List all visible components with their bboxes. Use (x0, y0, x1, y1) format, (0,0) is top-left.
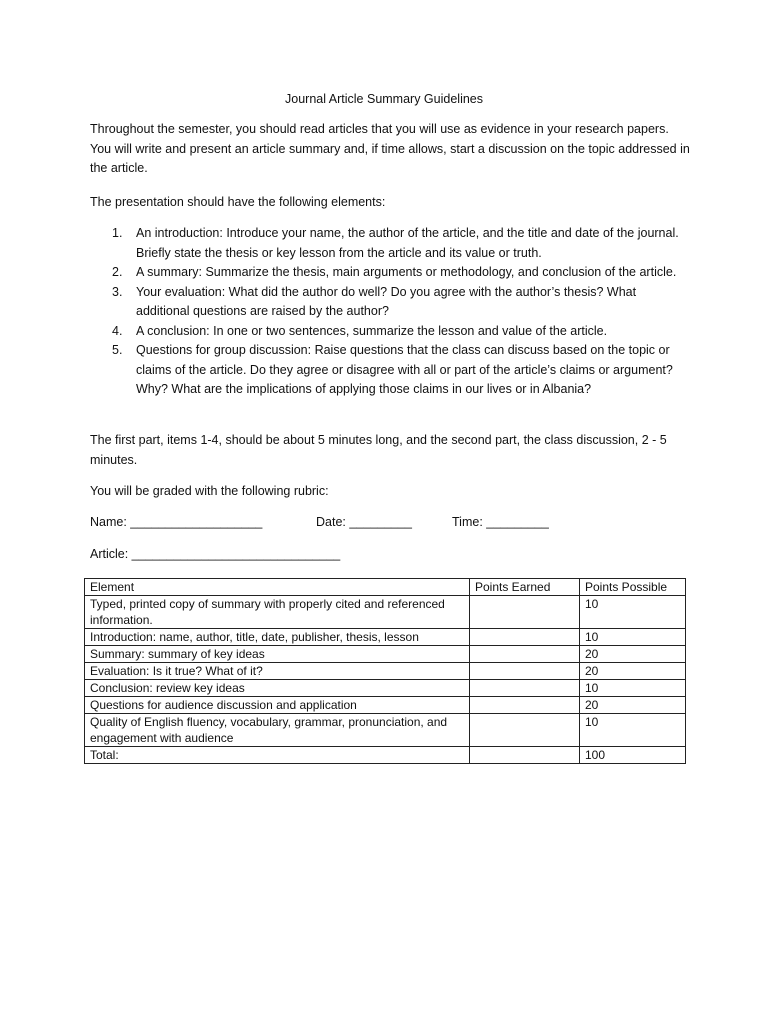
table-row (85, 663, 686, 680)
row-element: Typed, printed copy of summary with properly cited and referenced information. (85, 596, 470, 629)
row-element: Questions for audience discussion and application (85, 697, 470, 714)
table-row (85, 646, 686, 663)
column-header-possible: Points Possible (580, 579, 686, 596)
total-earned (470, 747, 580, 764)
list-item (90, 263, 690, 283)
table-row-total (85, 747, 686, 764)
row-element: Summary: summary of key ideas (85, 646, 470, 663)
row-possible: 10 (580, 596, 686, 629)
list-item-text: A conclusion: In one or two sentences, summarize the lesson and value of the article. (136, 323, 608, 338)
row-element: Evaluation: Is it true? What of it? (85, 663, 470, 680)
date-field: Date: _________ (316, 515, 412, 529)
timing-paragraph: The first part, items 1-4, should be about 5 minutes long, and the second part, the class discussion, 2 - 5 minutes. (90, 433, 667, 467)
table-header-row (85, 579, 686, 596)
list-item-text: Your evaluation: What did the author do well? Do you agree with the author’s thesis? What additional questions are raised by the author? (136, 284, 637, 318)
list-number: 2. (112, 265, 123, 279)
list-item-text: A summary: Summarize the thesis, main arguments or methodology, and conclusion of the article. (136, 265, 677, 279)
row-earned (470, 663, 580, 680)
row-element: Quality of English fluency, vocabulary, grammar, pronunciation, and engagement with audience (85, 714, 470, 747)
rubric-intro: You will be graded with the following rubric: (90, 484, 329, 498)
table-row (85, 596, 686, 629)
row-element: Introduction: name, author, title, date, publisher, thesis, lesson (85, 629, 470, 646)
row-possible: 10 (580, 680, 686, 697)
total-label: Total: (85, 747, 470, 764)
row-possible: 10 (580, 629, 686, 646)
list-number: 4. (112, 323, 123, 338)
list-item-text: An introduction: Introduce your name, the author of the article, and the title and date of the journal. Briefly state the thesis or key lesson from the article and its value or truth. (136, 226, 679, 260)
column-header-element: Element (85, 579, 470, 596)
list-item (90, 341, 690, 400)
list-number: 3. (112, 284, 123, 299)
column-header-earned: Points Earned (470, 579, 580, 596)
table-row (85, 714, 686, 747)
row-possible: 20 (580, 663, 686, 680)
row-possible: 20 (580, 646, 686, 663)
list-item-text: Questions for group discussion: Raise questions that the class can discuss based on the topic or claims of the article. Do they agree or disagree with all or part of the article’s claims or argument? Why? What are the implications of applying those claims in our lives or in Albania? (136, 343, 673, 396)
rubric-table (84, 578, 686, 764)
elements-list (90, 224, 690, 400)
row-earned (470, 697, 580, 714)
total-possible: 100 (580, 747, 686, 764)
row-possible: 20 (580, 697, 686, 714)
intro-paragraph: Throughout the semester, you should read articles that you will use as evidence in your research papers. You will write and present an article summary and, if time allows, start a discussion on the topic addressed in the article. (90, 122, 690, 175)
time-field: Time: _________ (452, 515, 549, 529)
list-item (90, 322, 690, 342)
table-row (85, 680, 686, 697)
name-field: Name: ___________________ (90, 515, 263, 529)
row-earned (470, 714, 580, 747)
table-row (85, 697, 686, 714)
list-number: 5. (112, 343, 123, 357)
document-title: Journal Article Summary Guidelines (285, 92, 483, 106)
list-number: 1. (112, 226, 123, 240)
row-earned (470, 629, 580, 646)
row-possible: 10 (580, 714, 686, 747)
table-row (85, 629, 686, 646)
list-item (90, 283, 690, 322)
elements-intro: The presentation should have the following elements: (90, 195, 386, 209)
row-earned (470, 596, 580, 629)
row-earned (470, 646, 580, 663)
row-earned (470, 680, 580, 697)
list-item (90, 224, 690, 263)
article-field: Article: ______________________________ (90, 547, 341, 561)
row-element: Conclusion: review key ideas (85, 680, 470, 697)
